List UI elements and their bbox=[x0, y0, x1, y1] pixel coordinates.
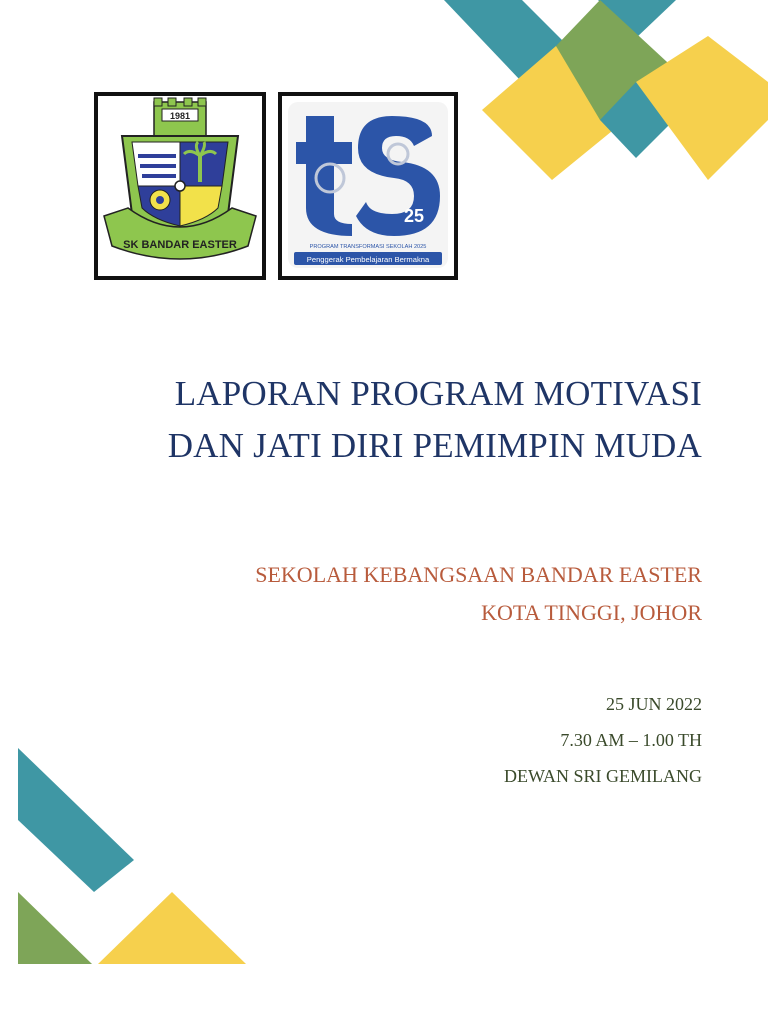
teal-band-bottom bbox=[18, 748, 134, 892]
crest-year: 1981 bbox=[169, 111, 191, 121]
ts25-logo-icon bbox=[282, 96, 454, 276]
title-line-2: DAN JATI DIRI PEMIMPIN MUDA bbox=[167, 426, 702, 465]
teal-band-top bbox=[444, 0, 600, 120]
green-triangle-bottom bbox=[18, 892, 92, 964]
event-date: 25 JUN 2022 bbox=[605, 694, 702, 714]
yellow-diamond-right bbox=[636, 36, 768, 180]
ts25-program-text: PROGRAM TRANSFORMASI SEKOLAH 2025 bbox=[309, 244, 427, 250]
school-name: SEKOLAH KEBANGSAAN BANDAR EASTER bbox=[255, 562, 702, 587]
crest-ribbon-text: SK BANDAR EASTER bbox=[123, 239, 237, 251]
yellow-diamond-left bbox=[482, 46, 628, 180]
school-location: KOTA TINGGI, JOHOR bbox=[481, 600, 702, 625]
event-details bbox=[202, 686, 702, 794]
yellow-triangle-bottom bbox=[98, 892, 246, 964]
report-title bbox=[62, 368, 702, 472]
school-info bbox=[102, 556, 702, 632]
ts25-tagline: Penggerak Pembelajaran Bermakna bbox=[306, 255, 430, 264]
school-crest-icon bbox=[98, 96, 262, 276]
teal-triangle-top-right bbox=[598, 0, 676, 38]
school-crest-logo bbox=[94, 92, 266, 280]
event-time: 7.30 AM – 1.00 TH bbox=[560, 730, 702, 750]
event-venue: DEWAN SRI GEMILANG bbox=[504, 766, 702, 786]
teal-diamond-mid bbox=[600, 82, 674, 158]
title-line-1: LAPORAN PROGRAM MOTIVASI bbox=[174, 374, 702, 413]
green-diamond bbox=[556, 0, 680, 120]
ts25-program-logo bbox=[278, 92, 458, 280]
ts25-number: 25 bbox=[403, 206, 425, 226]
